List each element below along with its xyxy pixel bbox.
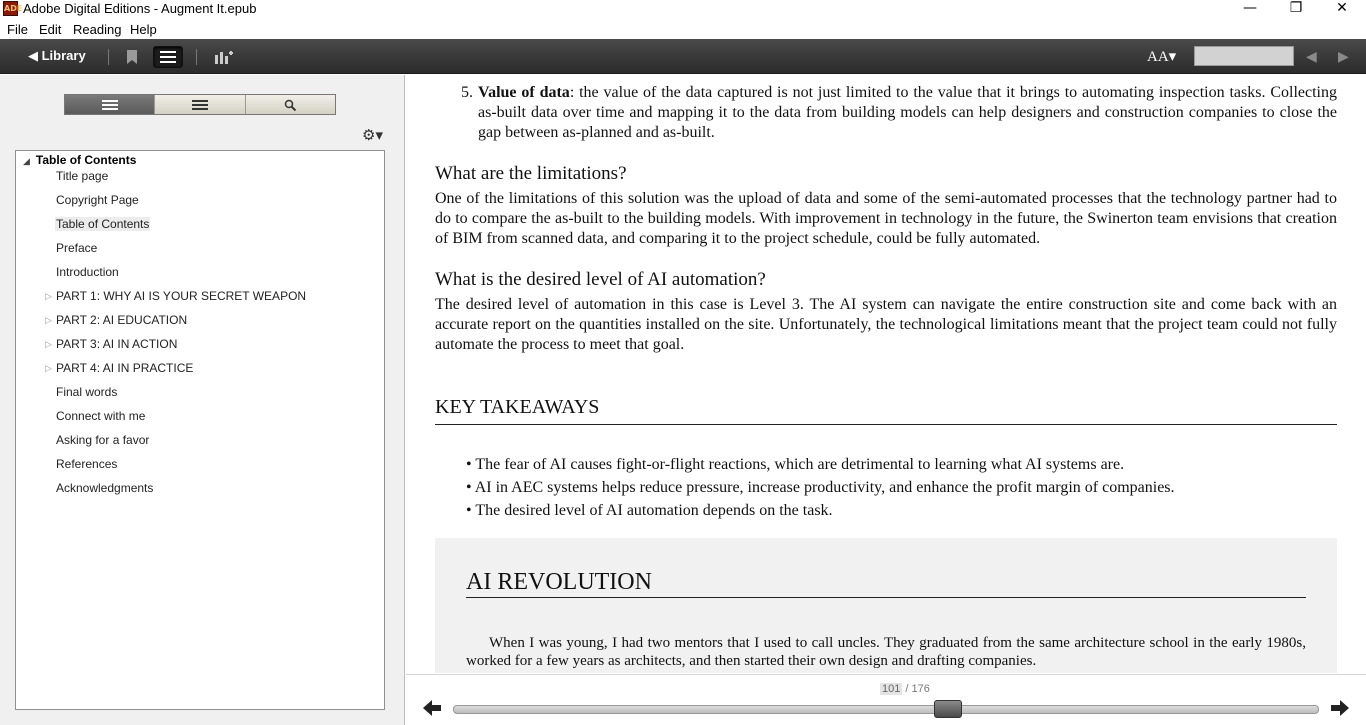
library-button[interactable]: ◀ Library bbox=[28, 48, 86, 63]
paragraph-automation: The desired level of automation in this case is Level 3. The AI system can navigate the entire construction site and come back with an accurate report on the quantities installed on the site. Unfortunately, the technological limitations meant that the project team could not fully automate the process to meet that goal. bbox=[435, 296, 1337, 353]
takeaway-item: • AI in AEC systems helps reduce pressure, increase productivity, and enhance the profit margin of companies. bbox=[466, 479, 1175, 496]
toc-item-copyright[interactable]: Copyright Page bbox=[56, 193, 139, 207]
toolbar-divider bbox=[196, 49, 197, 65]
search-icon bbox=[284, 99, 296, 111]
previous-page-icon[interactable]: ◀ bbox=[1306, 48, 1317, 64]
current-page: 101 bbox=[882, 683, 901, 695]
sidebar-panel bbox=[0, 75, 405, 725]
menu-edit[interactable]: Edit bbox=[39, 22, 62, 37]
toc-item-introduction[interactable]: Introduction bbox=[56, 265, 119, 279]
callout-rule bbox=[466, 597, 1306, 598]
takeaway-item: • The desired level of AI automation depends on the task. bbox=[466, 502, 833, 519]
previous-page-arrow-icon[interactable] bbox=[423, 700, 441, 721]
toc-item-part2[interactable]: PART 2: AI EDUCATION bbox=[56, 313, 188, 327]
paragraph-limitations: One of the limitations of this solution was the upload of data and some of the semi-automated processes that the technology partner had to do to compare the as-built to the building models. With improvement in technology in the future, the Swinerton team envisions that creation of BIM from scanned data, and comparing it to the project schedule, could be fully automated. bbox=[435, 190, 1337, 247]
expand-triangle-icon[interactable]: ▷ bbox=[45, 291, 52, 301]
expand-triangle-icon[interactable]: ▷ bbox=[45, 315, 52, 325]
toc-item-part4[interactable]: PART 4: AI IN PRACTICE bbox=[56, 361, 194, 375]
toc-item-part3[interactable]: PART 3: AI IN ACTION bbox=[56, 337, 178, 351]
bookmarks-view-button[interactable] bbox=[155, 95, 245, 114]
window-title: Adobe Digital Editions - Augment It.epub bbox=[23, 1, 257, 16]
toc-item-table-of-contents[interactable]: Table of Contents bbox=[56, 217, 150, 231]
page-slider-thumb[interactable] bbox=[934, 700, 962, 718]
toc-item-final-words[interactable]: Final words bbox=[56, 385, 118, 399]
toc-item-title-page[interactable]: Title page bbox=[56, 169, 109, 183]
page-navigation-bar bbox=[406, 674, 1366, 725]
app-icon: ADE bbox=[3, 1, 18, 16]
page-counter bbox=[880, 683, 930, 695]
toc-item-connect[interactable]: Connect with me bbox=[56, 409, 146, 423]
expand-triangle-icon[interactable]: ▷ bbox=[45, 339, 52, 349]
next-page-icon[interactable]: ▶ bbox=[1338, 48, 1349, 64]
font-size-button[interactable]: AA▾ bbox=[1147, 49, 1177, 65]
search-view-button[interactable] bbox=[246, 95, 335, 114]
page-slider-track[interactable] bbox=[453, 705, 1319, 714]
view-switcher bbox=[64, 94, 336, 115]
heading-key-takeaways: KEY TAKEAWAYS bbox=[435, 396, 600, 418]
page-number-field[interactable] bbox=[1194, 46, 1294, 66]
title-bar bbox=[0, 0, 1366, 20]
toc-item-part1[interactable]: PART 1: WHY AI IS YOUR SECRET WEAPON bbox=[56, 289, 307, 303]
menu-help[interactable]: Help bbox=[130, 22, 157, 37]
list-item-text: : the value of the data captured is not just limited to the value that it brings to automating inspection tasks. Collecting as-built data over time and mapping it to the data from building models can help designers and construction companies to close the gap between as-planned and as-built. bbox=[478, 84, 1337, 141]
toc-tree bbox=[15, 150, 385, 710]
minimize-button[interactable]: — bbox=[1243, 0, 1257, 16]
toc-toggle-icon[interactable] bbox=[153, 46, 183, 68]
next-page-arrow-icon[interactable] bbox=[1331, 700, 1349, 721]
toc-item-acknowledgments[interactable]: Acknowledgments bbox=[56, 481, 154, 495]
toc-view-button[interactable] bbox=[65, 95, 155, 114]
toolbar bbox=[0, 39, 1366, 74]
bookmark-icon[interactable] bbox=[117, 46, 147, 68]
restore-button[interactable]: ❐ bbox=[1289, 0, 1303, 16]
list-item-bold: Value of data bbox=[478, 84, 570, 101]
total-pages: / 176 bbox=[905, 683, 930, 695]
menu-reading[interactable]: Reading bbox=[73, 22, 122, 37]
heading-limitations: What are the limitations? bbox=[435, 163, 627, 184]
list-item-value-of-data bbox=[478, 83, 1337, 143]
heading-automation: What is the desired level of AI automation? bbox=[435, 269, 766, 290]
section-rule bbox=[435, 424, 1337, 425]
toc-root[interactable] bbox=[23, 153, 136, 167]
add-to-collection-icon[interactable] bbox=[209, 46, 239, 68]
collapse-triangle-icon[interactable]: ◢ bbox=[23, 156, 30, 166]
reading-pane[interactable] bbox=[406, 75, 1366, 673]
callout-paragraph: When I was young, I had two mentors that I used to call uncles. They graduated from the same architecture school in the early 1980s, worked for a few years as architects, and then started their own design and drafting companies. bbox=[466, 635, 1306, 669]
menu-bar bbox=[0, 20, 1366, 39]
close-button[interactable]: ✕ bbox=[1336, 0, 1348, 16]
settings-gear-icon[interactable]: ⚙▾ bbox=[362, 127, 383, 144]
menu-file[interactable]: File bbox=[7, 22, 28, 37]
toc-root-label: Table of Contents bbox=[35, 153, 137, 167]
list-number: 5. bbox=[461, 84, 473, 101]
callout-box bbox=[435, 538, 1337, 673]
expand-triangle-icon[interactable]: ▷ bbox=[45, 363, 52, 373]
toc-item-preface[interactable]: Preface bbox=[56, 241, 98, 255]
toolbar-divider bbox=[108, 49, 109, 65]
takeaway-item: • The fear of AI causes fight-or-flight reactions, which are detrimental to learning what AI systems are. bbox=[466, 456, 1125, 473]
toc-item-references[interactable]: References bbox=[56, 457, 118, 471]
toc-item-favor[interactable]: Asking for a favor bbox=[56, 433, 150, 447]
callout-title: AI REVOLUTION bbox=[466, 569, 652, 595]
